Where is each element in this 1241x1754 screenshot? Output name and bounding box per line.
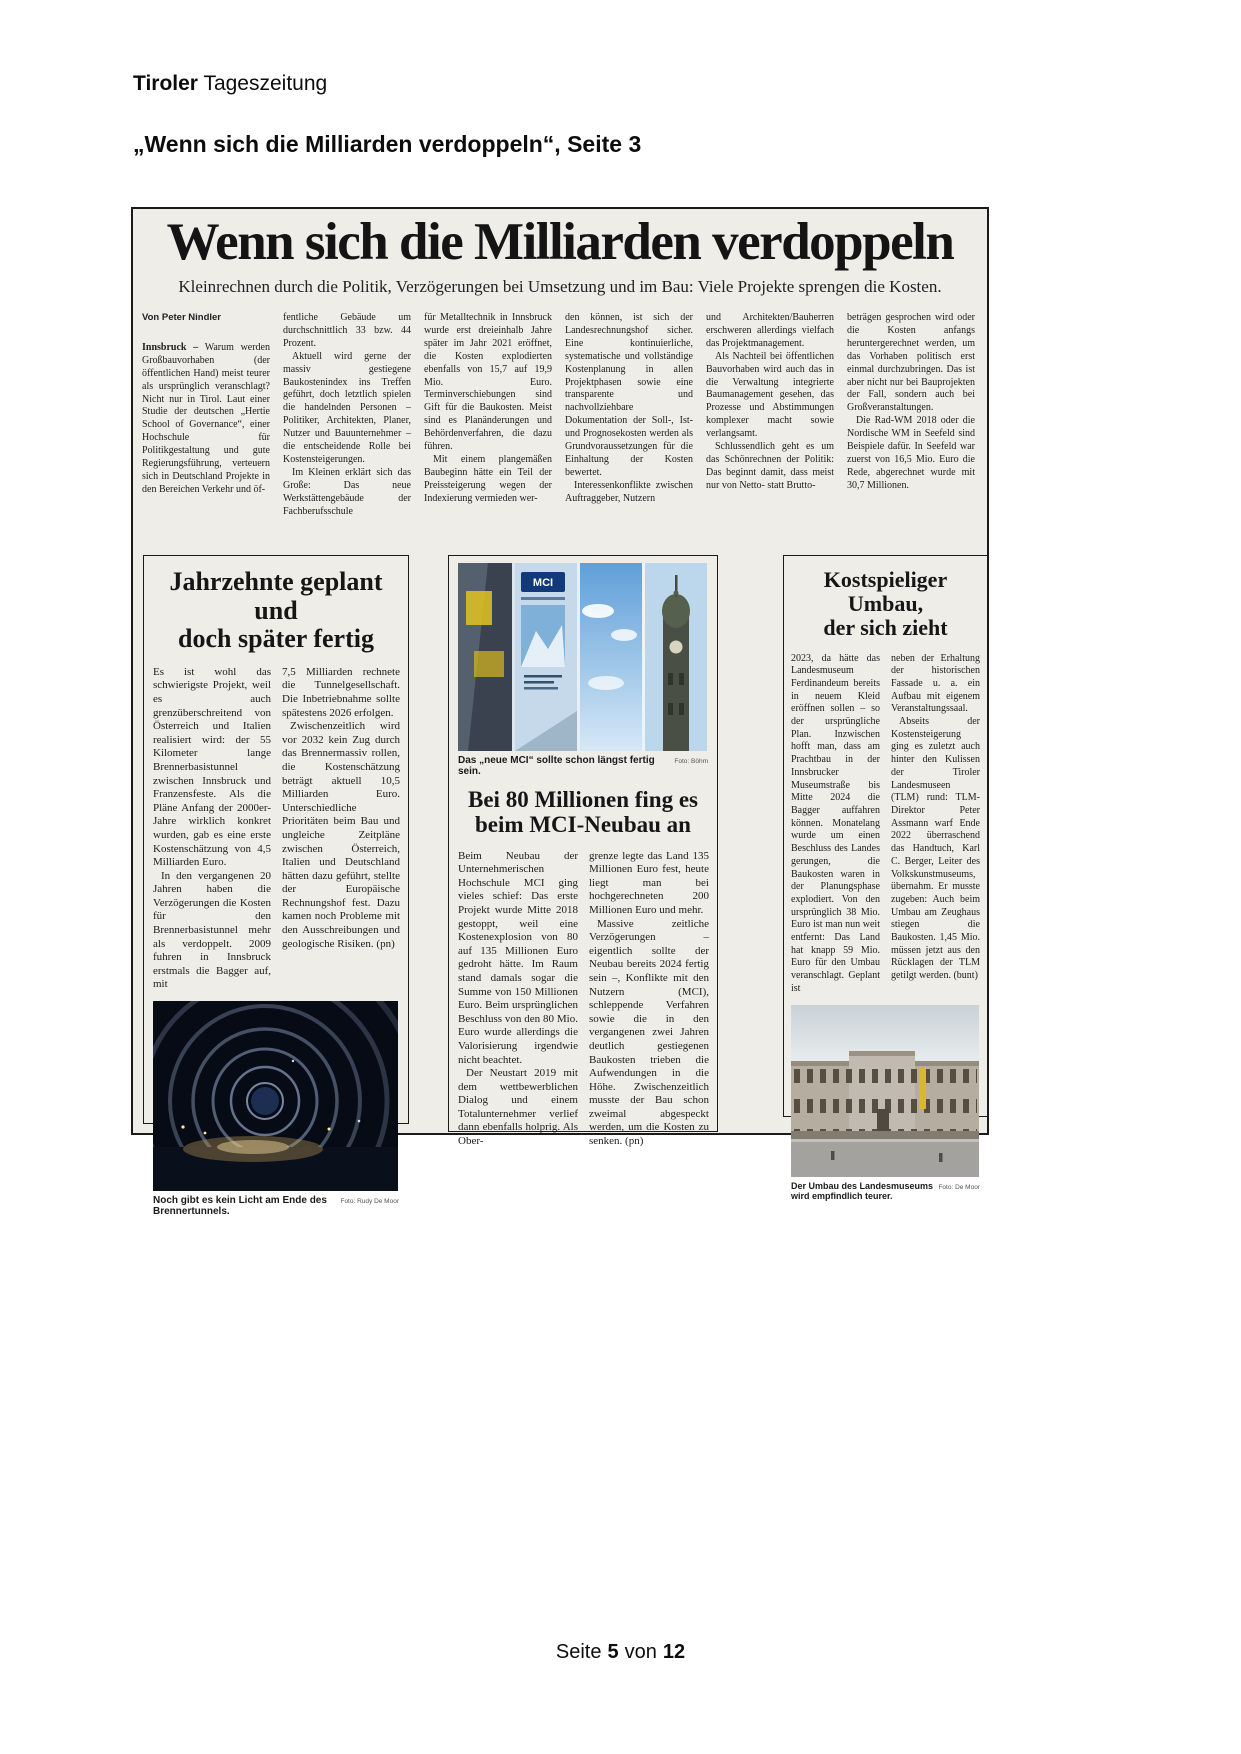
mci-logo-text: MCI	[532, 577, 554, 589]
museum-photo-credit: Foto: De Moor	[938, 1183, 980, 1191]
paragraph: für Metalltechnik in Innsbruck wurde erst dreieinhalb Jahre später im Jahr 2021 eröffnet, die Kosten explodierten ebenfalls von 15,7 auf 19,9 Mio. Euro. Terminverschiebungen sind Gift für die Baukosten. Meist sind es Planänderungen und Behördenverfahren, die dazu führen.	[424, 312, 552, 453]
paragraph: fentliche Gebäude um durchschnittlich 33 bzw. 44 Prozent.	[283, 312, 411, 349]
paragraph: Die Rad-WM 2018 oder die Nordische WM in Seefeld sind Beispiele dafür. In Seefeld war zuerst von 16,5 Mio. Euro die Rede, abgerechnet wurde mit 30,7 Millionen.	[847, 415, 975, 491]
article-column-1	[142, 312, 270, 519]
paragraph: grenze legte das Land 135 Millionen Euro fest, heute liegt man bei hochgerechneten 200 Millionen Euro und mehr.	[589, 849, 709, 916]
museum-column-2	[891, 653, 980, 996]
museum-column-1	[791, 653, 880, 996]
paragraph: Beim Neubau der Unternehmerischen Hochschule MCI ging vieles schief: Das erste Projekt wurde Mitte 2018 gestoppt, weil eine Kostenexplosion von 80 auf 135 Millionen Euro gedroht hätte. Im Raum stand damals sogar die Summe von 150 Millionen Euro. Beim ursprünglichen Beschluss von den 80 Mio. Euro wurde allerdings die Valorisierung irgendwie nicht beachtet.	[458, 849, 578, 1066]
paragraph	[142, 342, 270, 497]
article-columns	[142, 312, 978, 519]
mci-columns	[458, 850, 708, 1149]
mci-column-2	[589, 850, 709, 1149]
brenner-caption-row	[153, 1195, 399, 1217]
paragraph: Der Neustart 2019 mit dem wettbewerblichen Dialog und einem Totalunternehmer verlief dann ebenfalls holprig. Als Ober-	[458, 1067, 578, 1148]
mci-caption: Das „neue MCI“ sollte schon längst fertig sein.	[458, 755, 655, 777]
document-title: „Wenn sich die Milliarden verdoppeln“, Seite 3	[133, 131, 642, 157]
paragraph: 2023, da hätte das Landesmuseum Ferdinandeum bereits in neuem Kleid eröffnen sollen – so der ursprüngliche Plan. Inzwischen hofft man, dass am Prachtbau in der Innsbrucker Museumstraße bis Mitte 2024 die Bagger auffahren können. Monatelang wurde um einen Beschluss des Landes gerungen, die Baukosten waren in der Planungsphase explodiert. Von den ursprünglich 38 Mio. Euro ist man nun weit entfernt: Das Land hat knapp 59 Mio. Euro für den Umbau veranschlagt. Geplant ist	[791, 652, 880, 994]
paragraph: Es ist wohl das schwierigste Projekt, weil es auch grenzüberschreitend von Österreich und Italien realisiert wird: der 55 Kilometer lange Brennerbasistunnel zwischen Innsbruck und Franzensfeste. Als die Pläne Anfang der 2000er-Jahre wirklich konkret wurden, gab es eine erste Kostenschätzung von 4,5 Milliarden Euro.	[153, 665, 271, 869]
article-headline: Wenn sich die Milliarden verdoppeln	[166, 213, 954, 271]
paragraph: Mit einem plangemäßen Baubeginn hätte ein Teil der Preissteigerung wegen der Indexierung vermieden wer-	[424, 453, 552, 504]
mci-photo-credit: Foto: Böhm	[674, 758, 708, 765]
newspaper-clipping	[131, 207, 989, 1218]
page-footer	[0, 1641, 1241, 1664]
newspaper-masthead	[133, 72, 327, 96]
headline-line: Jahrzehnte geplant und	[169, 567, 383, 625]
museum-caption: Der Umbau des Landesmuseums wird empfindlich teurer.	[791, 1180, 934, 1201]
ferdinandeum-photo	[791, 1005, 979, 1177]
article-column-5	[706, 312, 834, 519]
article-column-6	[847, 312, 975, 519]
mci-column-1	[458, 850, 578, 1149]
masthead-brand: Tiroler	[133, 72, 198, 95]
footer-total-pages: 12	[662, 1641, 686, 1663]
paragraph: In den vergangenen 20 Jahren haben die Verzögerungen die Kosten für den Brennerbasistunnel mehr als verdoppelt. 2009 fuhren in Innsbruck erstmals die Bagger auf, mit	[153, 869, 271, 991]
article-column-3	[424, 312, 552, 519]
brenner-headline	[153, 568, 399, 654]
headline-line: doch später fertig	[178, 624, 374, 654]
brenner-caption: Noch gibt es kein Licht am Ende des Brennertunnels.	[153, 1195, 327, 1218]
headline-line: der sich zieht	[823, 615, 948, 641]
mci-building-photo	[458, 563, 707, 751]
paragraph: Als Nachteil bei öffentlichen Bauvorhaben wird auch das in die Verwaltung integrierte Baumanagement gesehen, das Prozesse und Abstimmungen komplexer macht sowie verlangsamt.	[706, 350, 834, 440]
article-column-2	[283, 312, 411, 519]
masthead-rest: Tageszeitung	[203, 72, 328, 95]
paragraph: Schlussendlich geht es um das Schönrechnen der Politik: Das beginnt damit, dass meist nur von Netto- statt Brutto-	[706, 441, 834, 491]
lead-location: Innsbruck –	[142, 341, 199, 353]
sub-article-mci	[448, 555, 718, 1148]
paragraph: Zwischenzeitlich wird vor 2032 kein Zug durch das Brennermassiv rollen, die Kostenschätzung beträgt aktuell 10,5 Milliarden Euro. Unterschiedliche Prioritäten beim Bau und ungleiche Zeitpläne zwischen Österreich, Italien und Deutschland hätten dazu geführt, stellte der Europäische Rechnungshof fest. Dazu kamen noch Probleme mit den Ausschreibungen und geologische Risiken. (pn)	[282, 720, 400, 950]
paragraph: neben der Erhaltung der historischen Fassade u. a. ein Aufbau mit eigenem Veranstaltungssaal.	[891, 652, 980, 715]
paragraph: 7,5 Milliarden rechnete die Tunnelgesellschaft. Die Inbetriebnahme sollte spätestens 2026 erfolgen.	[282, 665, 400, 719]
paragraph: Massive zeitliche Verzögerungen – eigentlich sollte der Neubau bereits 2024 fertig sein –, Konflikte mit den Nutzern (MCI), schleppende Verfahren sowie die in den vergangenen zwei Jahren deutlich gestiegenen Baukosten trieben die Aufwendungen in die Höhe. Zwischenzeitlich musste der Bau schon zweimal abgespeckt werden, um die Kosten zu senken. (pn)	[589, 917, 709, 1148]
brenner-tunnel-photo	[153, 1001, 398, 1191]
headline-line: beim MCI-Neubau an	[475, 812, 691, 838]
sub-article-museum	[783, 555, 988, 1201]
paragraph: und Architekten/Bauherren erschweren allerdings vielfach das Projektmanagement.	[706, 312, 834, 349]
sub-article-brenner	[143, 555, 409, 1218]
paragraph: Abseits der Kostensteigerung ging es zuletzt auch hinter den Kulissen der Tiroler Landesmuseen (TLM) rund: TLM-Direktor Peter Assmann warf Ende 2022 überraschend das Handtuch, Karl C. Berger, Leiter des Volkskunstmuseums, übernahm. Er musste zugeben: Auch beim Umbau am Zeughaus stiegen die Baukosten. 1,45 Mio. müssen jetzt aus den Rücklagen der TLM getilgt werden. (bunt)	[891, 716, 980, 982]
mci-headline	[458, 787, 708, 838]
paragraph: den können, ist sich der Landesrechnungshof sicher. Eine kontinuierliche, systematische und vollständige Kostenplanung in allen Projektphasen sowie eine transparente und nachvollziehbare Dokumentation der Soll-, Ist- und Prognosekosten werden als Grundvoraussetzungen für die Einhaltung der Kosten bewertet.	[565, 312, 693, 478]
footer-seite-label: Seite	[555, 1641, 602, 1663]
headline-line: Kostspieliger Umbau,	[823, 567, 948, 617]
article-column-4	[565, 312, 693, 519]
paragraph: Interessenkonflikte zwischen Auftraggeber, Nutzern	[565, 479, 693, 504]
museum-caption-row	[791, 1181, 980, 1201]
headline-line: Bei 80 Millionen fing es	[468, 787, 698, 812]
article-subhead: Kleinrechnen durch die Politik, Verzögerungen bei Umsetzung und im Bau: Viele Projekte sprengen die Kosten.	[178, 277, 942, 296]
footer-page-number: 5	[607, 1641, 619, 1663]
paragraph-text: Warum werden Großbauvorhaben (der öffentlichen Hand) meist teurer als ursprünglich veranschlagt? Nicht nur in Tirol. Laut einer Studie der deutschen „Hertie School of Governance“, einer Hochschule für Politikgestaltung und gute Regierungsführung, verteuern sich in Deutschland Projekte in den Bereichen Verkehr und öf-	[142, 341, 270, 495]
mci-caption-row	[458, 755, 708, 777]
paragraph: Im Kleinen erklärt sich das Große: Das neue Werkstättengebäude der Fachberufsschule	[283, 466, 411, 517]
brenner-column-2	[282, 666, 400, 992]
paragraph: beträgen gesprochen wird oder die Kosten anfangs heruntergerechnet werden, um das Vorhaben politisch erst einmal durchzubringen. Das ist aber nicht nur bei Bauprojekten der Fall, sondern auch bei Großveranstaltungen.	[847, 312, 975, 414]
footer-von-label: von	[624, 1641, 657, 1663]
brenner-columns	[153, 666, 399, 992]
paragraph: Aktuell wird gerne der massiv gestiegene Baukostenindex ins Treffen geführt, doch letztlich spielen die handelnden Personen – Politiker, Architekten, Planer, Nutzer und Bauunternehmer – die entscheidende Rolle bei Kostensteigerungen.	[283, 350, 411, 465]
brenner-column-1	[153, 666, 271, 992]
museum-headline	[791, 568, 980, 641]
brenner-photo-credit: Foto: Rudy De Moor	[340, 1198, 399, 1206]
museum-columns	[791, 653, 980, 996]
byline: Von Peter Nindler	[142, 312, 222, 323]
